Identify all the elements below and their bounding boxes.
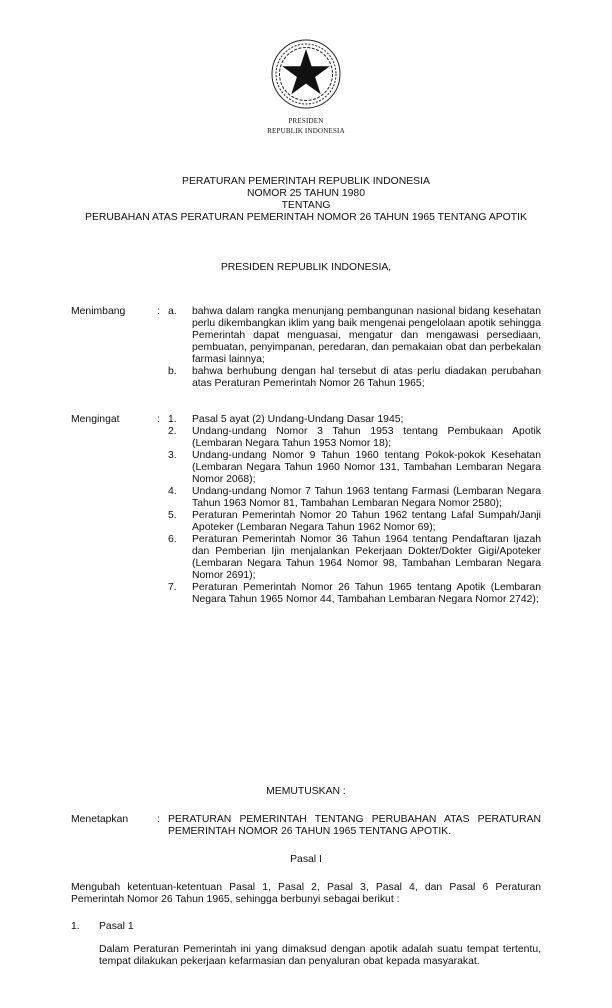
item-text: Undang-undang Nomor 3 Tahun 1953 tentang Pembukaan Apotik (Lembaran Negara Tahun 1953 Nomor 18); xyxy=(192,426,541,449)
mengingat-list xyxy=(168,414,541,606)
title-line: NOMOR 25 TAHUN 1980 xyxy=(247,188,365,199)
item-marker: 1. xyxy=(168,414,177,425)
menimbang-list xyxy=(168,306,541,390)
item-text: Peraturan Pemerintah Nomor 20 Tahun 1962 tentang Lafal Sumpah/Janji Apoteker (Lembaran Negara Tahun 1962 Nomor 69); xyxy=(192,510,541,533)
item-marker: 3. xyxy=(168,450,177,461)
title-line: PERATURAN PEMERINTAH REPUBLIK INDONESIA xyxy=(182,176,430,187)
mengingat-label: Mengingat xyxy=(71,414,120,425)
point-paragraph: Dalam Peraturan Pemerintah ini yang dimaksud dengan apotik adalah suatu tempat tertentu, tempat dilakukan pekerjaan kefarmasian dan penyaluran obat kepada masyarakat. xyxy=(99,944,541,967)
seal-caption-line-2: REPUBLIK INDONESIA xyxy=(267,127,345,135)
title-line: TENTANG xyxy=(281,200,331,211)
item-text: Undang-undang Nomor 7 Tahun 1963 tentang Farmasi (Lembaran Negara Tahun 1963 Nomor 81, Tambahan Lembaran Negara Nomor 2580); xyxy=(192,486,541,509)
item-text: bahwa berhubung dengan hal tersebut di atas perlu diadakan perubahan atas Peraturan Pemerintah Nomor 26 Tahun 1965; xyxy=(192,366,541,389)
item-marker: 6. xyxy=(168,534,177,545)
list-item xyxy=(168,582,541,606)
list-item xyxy=(168,486,541,510)
list-item xyxy=(168,414,541,426)
point-marker: 1. xyxy=(71,921,80,932)
item-marker: b. xyxy=(168,366,177,377)
item-text: Peraturan Pemerintah Nomor 26 Tahun 1965 tentang Apotik (Lembaran Negara Tahun 1965 Nomor 44, Tambahan Lembaran Negara Nomor 2742); xyxy=(192,582,541,605)
intro-paragraph: Mengubah ketentuan-ketentuan Pasal 1, Pasal 2, Pasal 3, Pasal 4, dan Pasal 6 Peraturan Pemerintah Nomor 26 Tahun 1965, sehingga berbunyi sebagai berikut : xyxy=(71,882,541,905)
item-marker: a. xyxy=(168,306,177,317)
item-marker: 7. xyxy=(168,582,177,593)
item-text: bahwa dalam rangka menunjang pembangunan nasional bidang kesehatan perlu dikembangkan iklim yang baik mengenai pengelolaan apotik sehingga Pemerintah dapat menguasai, mengatur dan mengawasi persediaan, pembuatan, penyimpanan, peredaran, dan pemakaian obat dan perbekalan farmasi lainnya; xyxy=(192,306,541,365)
title-line: PERUBAHAN ATAS PERATURAN PEMERINTAH NOMOR 26 TAHUN 1965 TENTANG APOTIK xyxy=(85,212,527,223)
item-text: Pasal 5 ayat (2) Undang-Undang Dasar 1945; xyxy=(192,414,404,425)
item-marker: 2. xyxy=(168,426,177,437)
list-item xyxy=(168,426,541,450)
list-item xyxy=(168,450,541,486)
item-text: Undang-undang Nomor 9 Tahun 1960 tentang Pokok-pokok Kesehatan (Lembaran Negara Tahun 1960 Nomor 131, Tambahan Lembaran Negara Nomor 2068); xyxy=(192,450,541,485)
menetapkan-colon: : xyxy=(157,814,160,825)
seal-caption-line-1: PRESIDEN xyxy=(288,117,324,125)
item-marker: 4. xyxy=(168,486,177,497)
menetapkan-label: Menetapkan xyxy=(71,814,129,825)
item-marker: 5. xyxy=(168,510,177,521)
document-title xyxy=(0,176,612,224)
menimbang-colon: : xyxy=(157,306,160,317)
mengingat-colon: : xyxy=(157,414,160,425)
pasal-heading: Pasal I xyxy=(290,854,322,865)
list-item xyxy=(168,366,541,390)
item-text: Peraturan Pemerintah Nomor 36 Tahun 1964 tentang Pendaftaran Ijazah dan Pemberian Ijin menjalankan Pekerjaan Dokter/Dokter Gigi/Apoteker (Lembaran Negara Tahun 1964 Nomor 98, Tambahan Lembaran Negara Nomor 2691); xyxy=(192,534,541,581)
point-heading: Pasal 1 xyxy=(99,921,134,932)
presidential-seal-emblem xyxy=(268,36,344,112)
menetapkan-text: PERATURAN PEMERINTAH TENTANG PERUBAHAN ATAS PERATURAN PEMERINTAH NOMOR 26 TAHUN 1965 TENTANG APOTIK. xyxy=(168,814,541,837)
president-heading: PRESIDEN REPUBLIK INDONESIA, xyxy=(220,262,392,273)
list-item xyxy=(168,534,541,582)
list-item xyxy=(168,510,541,534)
menimbang-label: Menimbang xyxy=(71,306,126,317)
memutuskan-heading: MEMUTUSKAN : xyxy=(266,786,346,797)
list-item xyxy=(168,306,541,366)
